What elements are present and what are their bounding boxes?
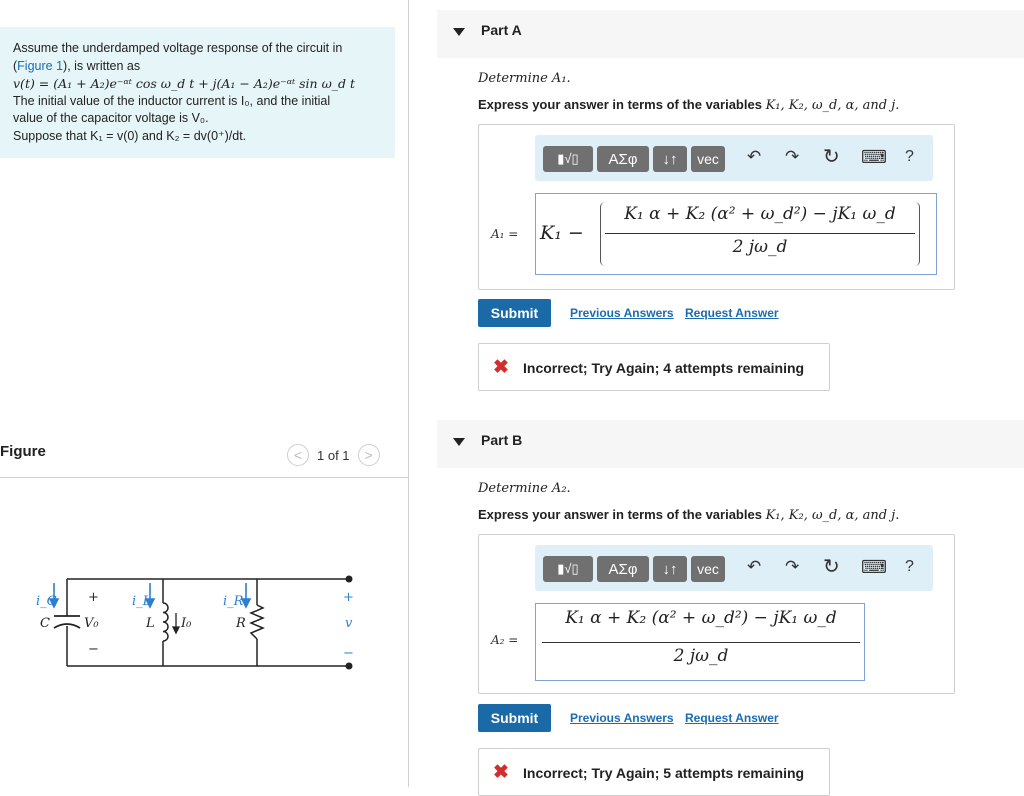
part-a-feedback-text: Incorrect; Try Again; 4 attempts remaining bbox=[523, 360, 805, 376]
label-L: L bbox=[146, 616, 155, 631]
vector-button[interactable]: vec bbox=[691, 556, 725, 582]
part-a-denominator: 2 jω_d bbox=[732, 237, 788, 257]
part-a-numerator: K₁ α + K₂ (α² + ω_d²) − jK₁ ω_d bbox=[624, 204, 896, 224]
part-b-request-answer-link[interactable]: Request Answer bbox=[685, 711, 779, 725]
label-R: R bbox=[236, 616, 246, 631]
label-minus2: − bbox=[343, 646, 354, 661]
left-panel bbox=[0, 0, 408, 787]
label-V0: V₀ bbox=[84, 616, 99, 631]
part-b-math-toolbar bbox=[535, 545, 933, 591]
figure-prev-button[interactable] bbox=[287, 444, 309, 466]
figure-pager bbox=[287, 444, 380, 466]
label-iR: i_R bbox=[223, 594, 244, 609]
arrows-updown-icon: ↓↑ bbox=[662, 150, 678, 168]
subscript-superscript-button[interactable] bbox=[653, 556, 687, 582]
greek-symbols-button[interactable] bbox=[597, 146, 649, 172]
part-a-eq-label: A₁ = bbox=[491, 227, 519, 241]
error-x-icon: ✖ bbox=[493, 762, 509, 783]
keyboard-icon[interactable]: ⌨ bbox=[861, 147, 887, 167]
reset-icon[interactable]: ↻ bbox=[823, 146, 840, 168]
problem-line1: Assume the underdamped voltage response of the circuit in bbox=[13, 41, 343, 55]
undo-icon[interactable]: ↶ bbox=[747, 147, 762, 166]
part-b-header[interactable] bbox=[437, 420, 1024, 468]
inductor-symbol bbox=[163, 603, 168, 641]
collapse-triangle-icon bbox=[453, 28, 465, 36]
fraction-sqrt-button[interactable] bbox=[543, 556, 593, 582]
part-b-denominator: 2 jω_d bbox=[673, 646, 729, 666]
help-icon[interactable]: ? bbox=[905, 558, 914, 575]
chevron-right-icon: > bbox=[364, 447, 373, 463]
part-a-math-toolbar bbox=[535, 135, 933, 181]
resistor-symbol bbox=[251, 605, 263, 639]
figure-title: Figure bbox=[0, 443, 46, 460]
vector-button[interactable]: vec bbox=[691, 146, 725, 172]
part-b-previous-answers-link[interactable]: Previous Answers bbox=[570, 711, 674, 725]
part-a-request-answer-link[interactable]: Request Answer bbox=[685, 306, 779, 320]
arrows-updown-icon: ↓↑ bbox=[662, 560, 678, 578]
part-b-eq-label: A₂ = bbox=[491, 633, 519, 647]
label-v: v bbox=[345, 616, 353, 631]
part-b-fraction-bar bbox=[542, 642, 860, 643]
chevron-left-icon: < bbox=[293, 447, 303, 463]
fraction-sqrt-button[interactable] bbox=[543, 146, 593, 172]
part-b-answer-input[interactable] bbox=[535, 603, 865, 681]
undo-icon[interactable]: ↶ bbox=[747, 557, 762, 576]
problem-line3: The initial value of the inductor current is I₀, and the initial bbox=[13, 93, 331, 108]
collapse-triangle-icon bbox=[453, 438, 465, 446]
redo-icon[interactable]: ↷ bbox=[785, 147, 800, 166]
part-b-feedback-text: Incorrect; Try Again; 5 attempts remaining bbox=[523, 765, 805, 781]
fraction-sqrt-icon: ▮√▯ bbox=[557, 151, 579, 166]
greek-symbols-button[interactable] bbox=[597, 556, 649, 582]
keyboard-icon[interactable]: ⌨ bbox=[861, 557, 887, 577]
label-plus2: + bbox=[343, 590, 354, 605]
figure-divider bbox=[0, 477, 408, 478]
label-plus1: + bbox=[88, 590, 99, 605]
part-b-answer-box bbox=[478, 534, 955, 694]
part-a-determine: Determine A₁. bbox=[478, 71, 571, 86]
problem-line2: (Figure 1), is written as bbox=[13, 58, 141, 73]
error-x-icon: ✖ bbox=[493, 357, 509, 378]
part-a-answer-lead: K₁ − bbox=[540, 222, 584, 244]
label-iL: i_L bbox=[132, 594, 152, 609]
label-ic: i_C bbox=[36, 594, 57, 609]
problem-statement bbox=[0, 27, 395, 158]
part-b-determine: Determine A₂. bbox=[478, 481, 571, 496]
help-icon[interactable]: ? bbox=[905, 148, 914, 165]
reset-icon[interactable]: ↻ bbox=[823, 556, 840, 578]
part-b-label: Part B bbox=[481, 432, 523, 448]
part-b-numerator: K₁ α + K₂ (α² + ω_d²) − jK₁ ω_d bbox=[565, 608, 837, 628]
figure-link[interactable]: Figure 1 bbox=[17, 58, 64, 73]
part-a-submit-button[interactable]: Submit bbox=[478, 299, 551, 327]
part-a-feedback bbox=[478, 343, 830, 391]
label-C: C bbox=[40, 616, 50, 631]
redo-icon[interactable]: ↷ bbox=[785, 557, 800, 576]
part-a-paren bbox=[600, 202, 920, 266]
label-I0: I₀ bbox=[181, 616, 192, 631]
part-b-submit-button[interactable]: Submit bbox=[478, 704, 551, 732]
part-a-header[interactable] bbox=[437, 10, 1024, 58]
part-a-answer-box bbox=[478, 124, 955, 290]
part-a-express: Express your answer in terms of the variables K₁, K₂, ω_d, α, and j. bbox=[478, 97, 900, 113]
terminal-bottom bbox=[346, 663, 353, 670]
problem-equation: v(t) = (A₁ + A₂)e⁻ᵅᵗ cos ω_d t + j(A₁ − A₂)e⁻ᵅᵗ sin ω_d t bbox=[13, 76, 356, 91]
part-b-feedback bbox=[478, 748, 830, 796]
right-panel bbox=[409, 0, 1024, 787]
subscript-superscript-button[interactable] bbox=[653, 146, 687, 172]
label-minus1: − bbox=[88, 642, 99, 657]
problem-line4: value of the capacitor voltage is V₀. bbox=[13, 111, 209, 125]
greek-icon: ΑΣφ bbox=[608, 560, 638, 578]
circuit-diagram bbox=[30, 565, 370, 675]
part-b-express: Express your answer in terms of the variables K₁, K₂, ω_d, α, and j. bbox=[478, 507, 900, 523]
fraction-sqrt-icon: ▮√▯ bbox=[557, 561, 579, 576]
part-a-label: Part A bbox=[481, 22, 522, 38]
problem-line5: Suppose that K₁ = v(0) and K₂ = dv(0⁺)/dt. bbox=[13, 128, 247, 143]
greek-icon: ΑΣφ bbox=[608, 150, 638, 168]
figure-page-count: 1 of 1 bbox=[317, 447, 350, 463]
part-a-answer-input[interactable] bbox=[535, 193, 937, 275]
terminal-top bbox=[346, 576, 353, 583]
part-a-previous-answers-link[interactable]: Previous Answers bbox=[570, 306, 674, 320]
figure-next-button[interactable] bbox=[358, 444, 380, 466]
part-a-fraction-bar bbox=[605, 233, 915, 234]
